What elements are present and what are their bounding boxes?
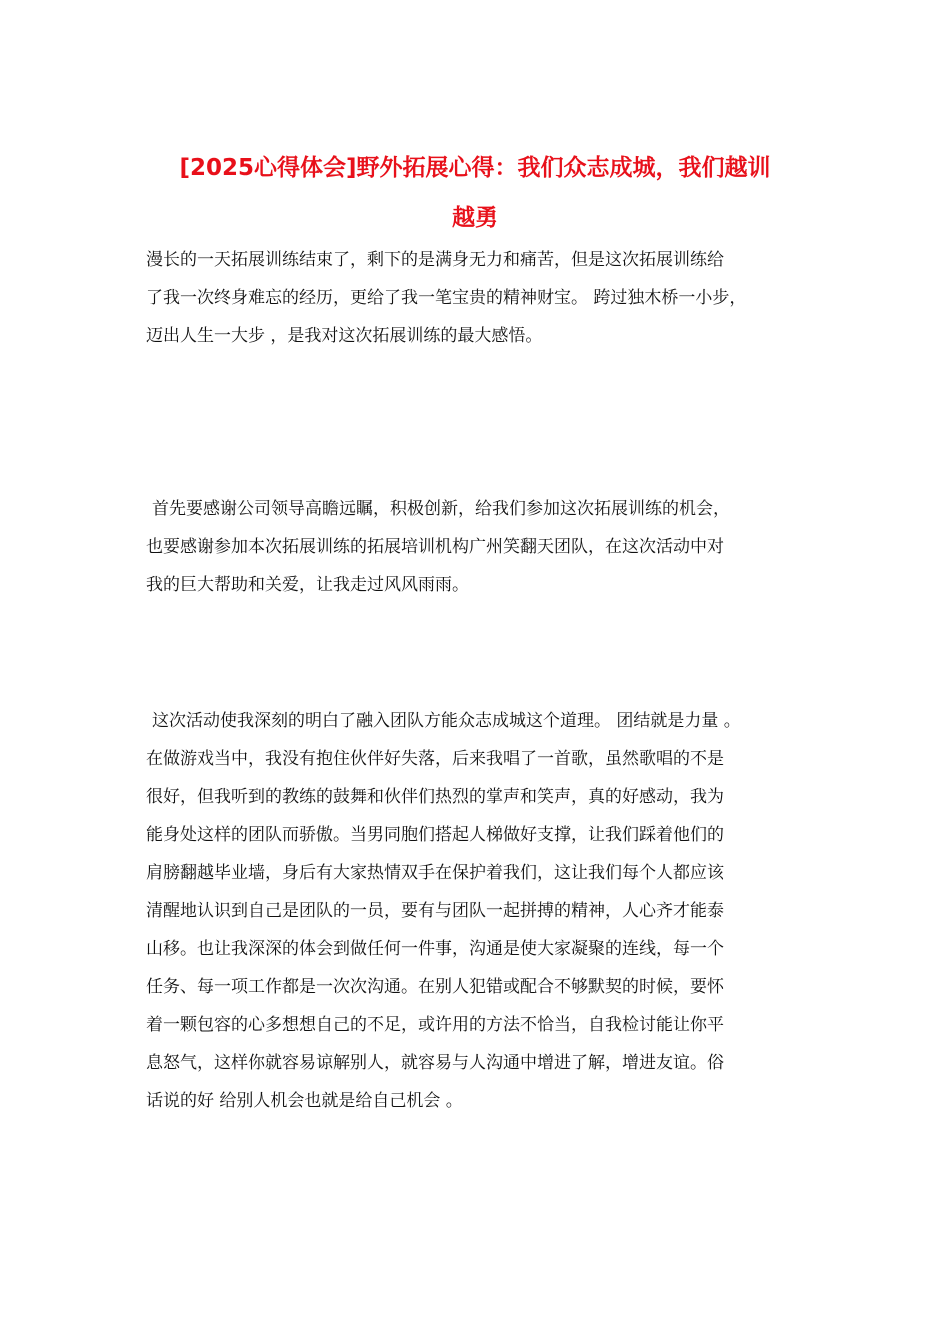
paragraph-thanks [146,490,816,604]
paragraph-line: 着一颗包容的心多想想自己的不足，或许用的方法不恰当，自我检讨能让你平 [146,1015,724,1035]
paragraph-line: 了我一次终身难忘的经历，更给了我一笔宝贵的精神财宝。 跨过独木桥一小步， [146,288,747,308]
paragraph-line: 我的巨大帮助和关爱，让我走过风风雨雨。 [146,575,469,595]
paragraph-line: 这次活动使我深刻的明白了融入团队方能众志成城这个道理。 团结就是力量 。 [152,711,741,731]
paragraph-line: 迈出人生一大步 ，是我对这次拓展训练的最大感悟。 [146,326,543,346]
paragraph-teamwork [146,702,816,1120]
paragraph-line: 山移。也让我深深的体会到做任何一件事，沟通是使大家凝聚的连线，每一个 [146,939,724,959]
paragraph-line: 任务、每一项工作都是一次次沟通。在别人犯错或配合不够默契的时候，要怀 [146,977,724,997]
paragraph-line: 在做游戏当中，我没有抱住伙伴好失落，后来我唱了一首歌，虽然歌唱的不是 [146,749,724,769]
paragraph-line: 息怒气，这样你就容易谅解别人，就容易与人沟通中增进了解，增进友谊。俗 [146,1053,724,1073]
paragraph-line: 也要感谢参加本次拓展训练的拓展培训机构广州笑翻天团队，在这次活动中对 [146,537,724,557]
paragraph-line: 能身处这样的团队而骄傲。当男同胞们搭起人梯做好支撑，让我们踩着他们的 [146,825,724,845]
document-title-line-2: 越勇 [452,205,498,231]
paragraph-intro [146,241,816,355]
paragraph-line: 首先要感谢公司领导高瞻远瞩，积极创新，给我们参加这次拓展训练的机会， [152,499,730,519]
paragraph-line: 很好，但我听到的教练的鼓舞和伙伴们热烈的掌声和笑声，真的好感动，我为 [146,787,724,807]
paragraph-line: 清醒地认识到自己是团队的一员，要有与团队一起拼搏的精神，人心齐才能泰 [146,901,724,921]
paragraph-line: 话说的好 给别人机会也就是给自己机会 。 [146,1091,463,1111]
paragraph-line: 漫长的一天拓展训练结束了，剩下的是满身无力和痛苦，但是这次拓展训练给 [146,250,724,270]
document-title-line-1: [2025心得体会]野外拓展心得：我们众志成城，我们越训 [179,155,771,181]
paragraph-line: 肩膀翻越毕业墙，身后有大家热情双手在保护着我们，这让我们每个人都应该 [146,863,724,883]
